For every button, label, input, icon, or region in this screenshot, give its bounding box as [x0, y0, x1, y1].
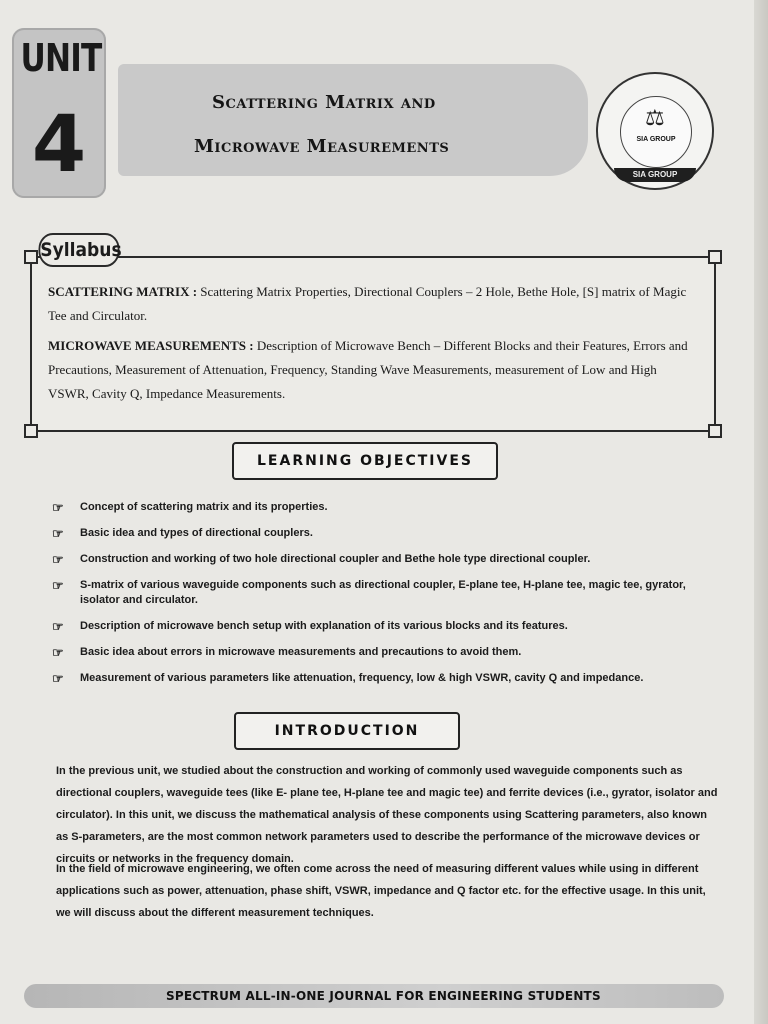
title-line-1: Scattering Matrix and — [212, 92, 436, 113]
logo-ring-text — [604, 78, 706, 84]
syllabus-tag: Syllabus — [39, 233, 120, 267]
pointing-hand-icon: ☞ — [52, 500, 64, 515]
footer-band — [24, 984, 724, 1008]
unit-tab — [12, 28, 106, 198]
list-item — [48, 619, 728, 634]
objective-text: Description of microwave bench setup with explanation of its various blocks and its features. — [80, 620, 568, 632]
corner-ornament — [24, 424, 38, 438]
objectives-list — [48, 494, 728, 686]
title-banner — [118, 64, 588, 176]
pointing-hand-icon: ☞ — [52, 552, 64, 567]
learning-objectives-heading — [232, 442, 498, 480]
syllabus-heading: SCATTERING MATRIX : — [48, 284, 198, 299]
list-item — [48, 645, 728, 660]
pointing-hand-icon: ☞ — [52, 671, 64, 686]
objective-text: Construction and working of two hole directional coupler and Bethe hole type directional coupler. — [80, 553, 591, 565]
list-item — [48, 671, 728, 686]
pointing-hand-icon: ☞ — [52, 619, 64, 634]
pointing-hand-icon: ☞ — [52, 645, 64, 660]
syllabus-heading: MICROWAVE MEASUREMENTS : — [48, 338, 254, 353]
introduction-heading — [234, 712, 460, 750]
corner-ornament — [708, 424, 722, 438]
objective-text: Basic idea and types of directional couplers. — [80, 527, 313, 539]
sia-group-logo — [596, 72, 714, 190]
learning-objectives-title: LEARNING OBJECTIVES — [257, 453, 473, 469]
corner-ornament — [24, 250, 38, 264]
footer-text: SPECTRUM ALL-IN-ONE JOURNAL FOR ENGINEERING STUDENTS — [166, 989, 601, 1003]
list-item — [48, 500, 728, 515]
logo-name: SIA GROUP — [636, 136, 676, 143]
objective-text: Concept of scattering matrix and its properties. — [80, 501, 328, 513]
objective-text: S-matrix of various waveguide components such as directional coupler, E-plane tee, H-plane tee, magic tee, gyrator, isolator and circulator. — [80, 579, 686, 606]
syllabus-microwave-measurements — [48, 334, 692, 406]
introduction-title: INTRODUCTION — [274, 723, 420, 739]
syllabus-body: Scattering Matrix Properties, Directional Couplers – 2 Hole, Bethe Hole, [S] matrix of Magic Tee and Circulator. — [48, 284, 687, 323]
list-item — [48, 578, 728, 608]
objective-text: Measurement of various parameters like attenuation, frequency, low & high VSWR, cavity Q and impedance. — [80, 672, 644, 684]
logo-band: SIA GROUP — [614, 168, 696, 182]
page-edge — [754, 0, 768, 1024]
book-emblem-icon: ⚖ — [645, 105, 665, 130]
syllabus-box — [30, 256, 716, 432]
unit-number: 4 — [31, 100, 87, 190]
unit-label: UNIT — [20, 36, 102, 80]
pointing-hand-icon: ☞ — [52, 578, 64, 593]
title-line-2: Microwave Measurements — [194, 136, 450, 157]
pointing-hand-icon: ☞ — [52, 526, 64, 541]
syllabus-scattering-matrix — [48, 280, 692, 328]
list-item — [48, 526, 728, 541]
objective-text: Basic idea about errors in microwave measurements and precautions to avoid them. — [80, 646, 522, 658]
introduction-paragraph-1: In the previous unit, we studied about the construction and working of commonly used waveguide components such as directional couplers, waveguide tees (like E- plane tee, H-plane tee and magic tee) and ferrite devices (i.e., gyrator, isolator and circulator). In this unit, we discuss the mathematical analysis of these components using Scattering parameters, also known as S-parameters, are the most common network parameters used to describe the performance of the microwave devices or circuits or networks in the frequency domain. — [56, 765, 718, 865]
syllabus-body: Description of Microwave Bench – Different Blocks and their Features, Errors and Precautions, Measurement of Attenuation, Frequency, Standing Wave Measurements, measurement of Low and High VSWR, Cavity Q, Impedance Measurements. — [48, 338, 688, 401]
introduction-paragraph-2: In the field of microwave engineering, we often come across the need of measuring different values while using in different applications such as power, attenuation, phase shift, VSWR, impedance and Q factor etc. for the effective usage. In this unit, we will discuss about the different measurement techniques. — [56, 863, 706, 919]
list-item — [48, 552, 728, 567]
logo-emblem-circle — [620, 96, 692, 168]
corner-ornament — [708, 250, 722, 264]
